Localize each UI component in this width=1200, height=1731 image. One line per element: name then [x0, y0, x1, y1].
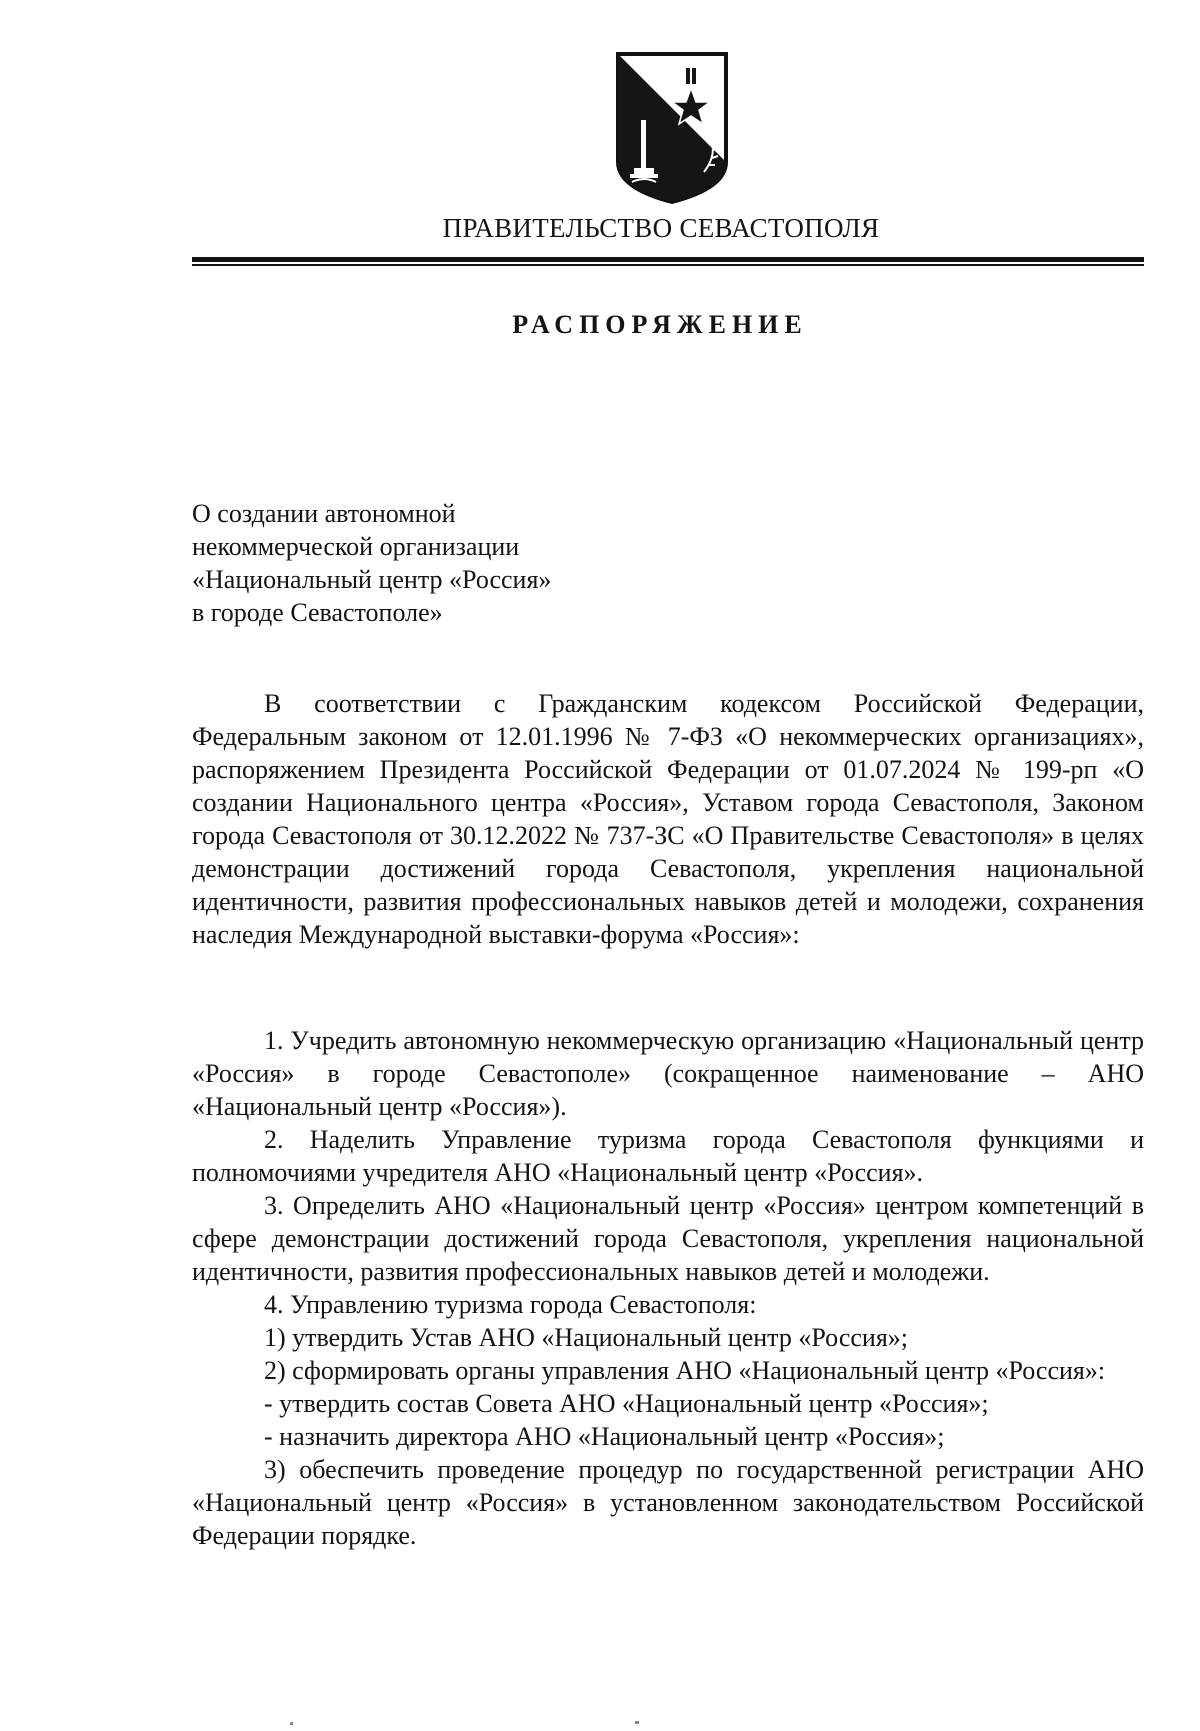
resolution-item: 4. Управлению туризма города Севастополя: — [264, 1290, 757, 1319]
preamble — [192, 687, 1144, 951]
document-type: РАСПОРЯЖЕНИЕ — [512, 310, 808, 339]
resolution-dash-item: - утвердить состав Совета АНО «Национальный центр «Россия»; — [264, 1389, 989, 1418]
resolution-subitem: 3) обеспечить проведение процедур по государственной регистрации АНО «Национальный центр «Россия» в установленном законодательством Российской Федерации порядке. — [192, 1455, 1144, 1550]
subject-line: в городе Севастополе» — [192, 598, 443, 627]
resolution-subitem: 2) сформировать органы управления АНО «Национальный центр «Россия»: — [264, 1356, 1106, 1385]
coat-of-arms-icon — [614, 50, 730, 205]
scan-artifact — [290, 1720, 650, 1726]
subject-line: некоммерческой организации — [192, 532, 520, 561]
resolution-item: 2. Наделить Управление туризма города Севастополя функциями и полномочиями учредителя АНО «Национальный центр «Россия». — [192, 1125, 1144, 1187]
resolution-item: 1. Учредить автономную некоммерческую организацию «Национальный центр «Россия» в городе Севастополе» (сокращенное наименование – АНО «Национальный центр «Россия»). — [192, 1026, 1144, 1121]
resolution-subitem: 1) утвердить Устав АНО «Национальный центр «Россия»; — [264, 1323, 908, 1352]
document-subject — [192, 497, 551, 629]
header-divider-thick — [192, 257, 1144, 262]
resolution-items — [192, 1024, 1144, 1552]
subject-line: «Национальный центр «Россия» — [192, 565, 552, 594]
header-divider-thin — [192, 264, 1144, 266]
preamble-paragraph: В соответствии с Гражданским кодексом Российской Федерации, Федеральным законом от 12.01.1996 № 7-ФЗ «О некоммерческих организациях», распоряжением Президента Российской Федерации от 01.07.2024 № 199-рп «О создании Национального центра «Россия», Уставом города Севастополя, Законом города Севастополя от 30.12.2022 № 737-ЗС «О Правительстве Севастополя» в целях демонстрации достижений города Севастополя, укрепления национальной идентичности, развития профессиональных навыков детей и молодежи, сохранения наследия Международной выставки-форума «Россия»: — [192, 689, 1144, 949]
resolution-dash-item: - назначить директора АНО «Национальный центр «Россия»; — [264, 1422, 945, 1451]
issuing-authority: ПРАВИТЕЛЬСТВО СЕВАСТОПОЛЯ — [442, 213, 880, 243]
subject-line: О создании автономной — [192, 499, 456, 528]
resolution-item: 3. Определить АНО «Национальный центр «Россия» центром компетенций в сфере демонстрации достижений города Севастополя, укрепления национальной идентичности, развития профессиональных навыков детей и молодежи. — [192, 1191, 1144, 1286]
